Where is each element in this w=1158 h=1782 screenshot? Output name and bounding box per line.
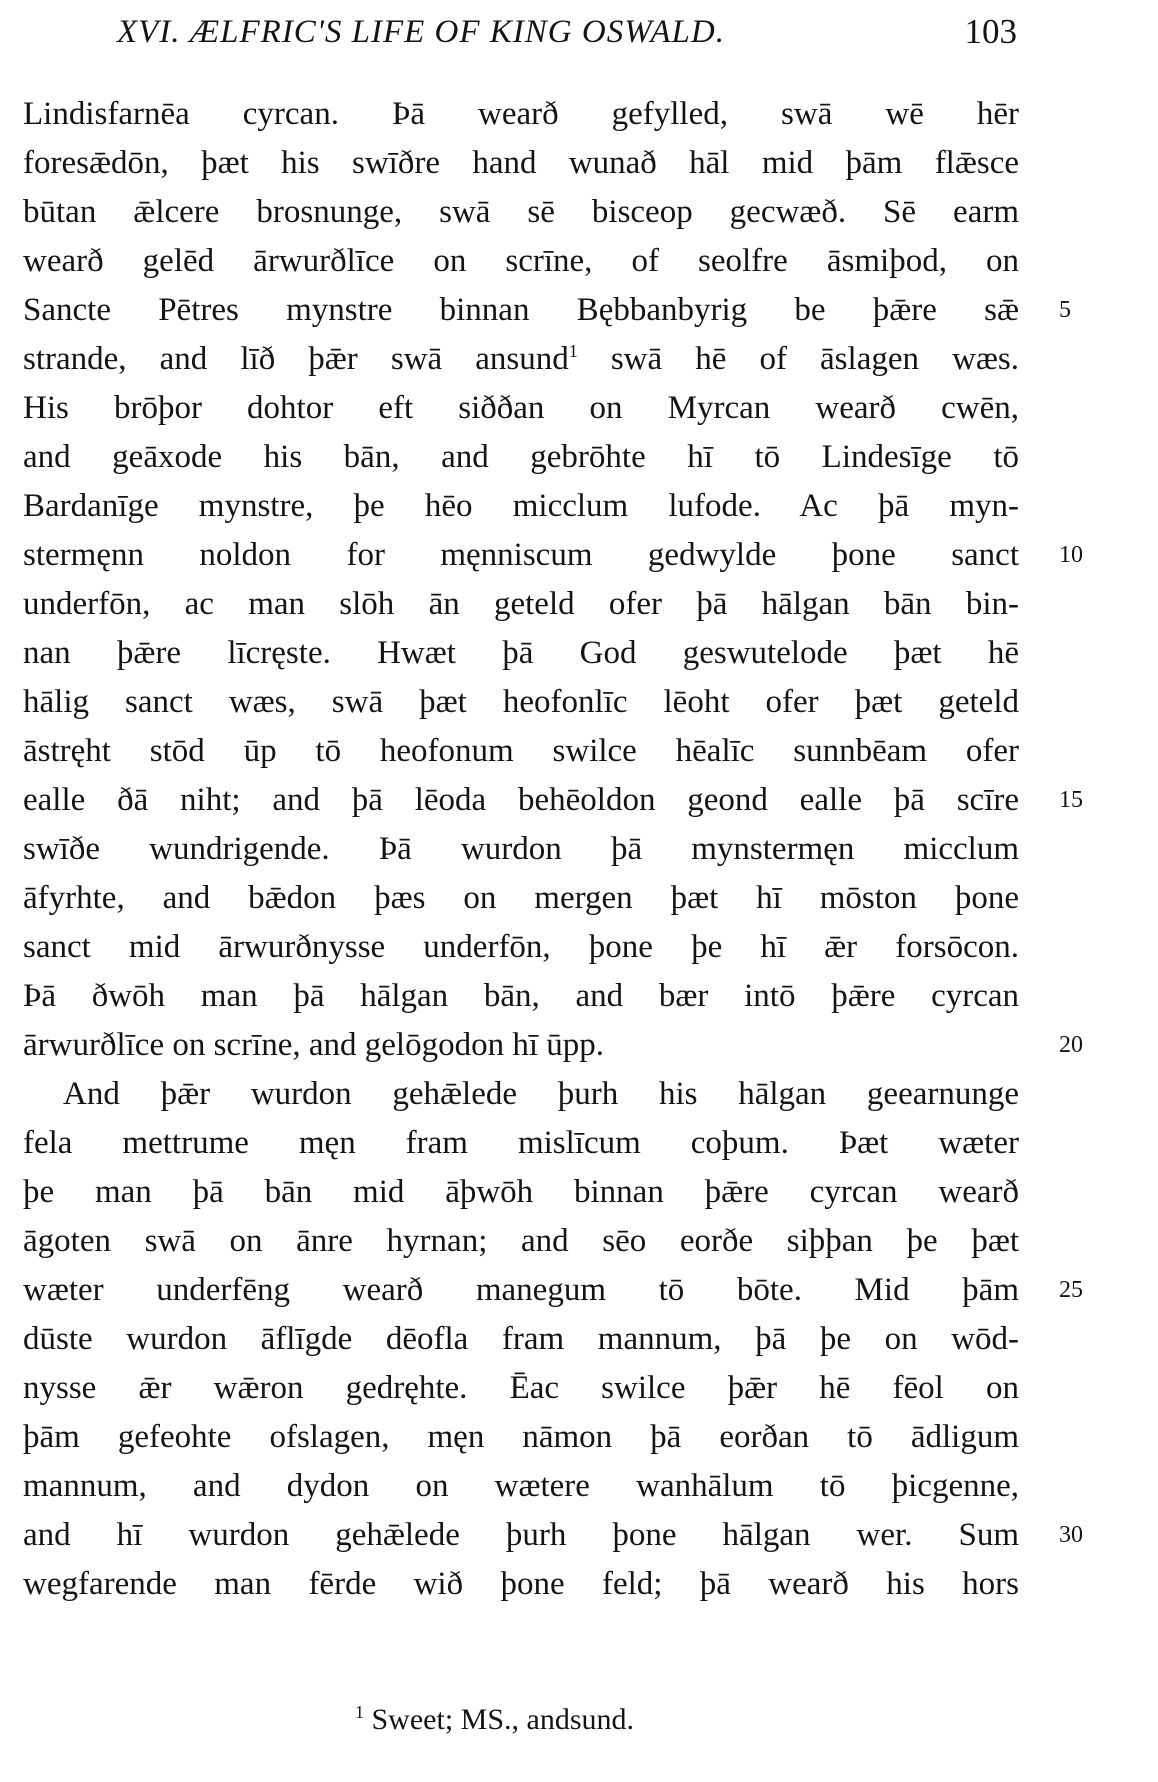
line-number: 5 [1059, 297, 1071, 323]
line-text: Sancte Pētres mynstre binnan Bębbanbyrig be þǣre sǣ [23, 292, 1019, 328]
text-line [23, 580, 1019, 629]
text-line [23, 1560, 1019, 1609]
line-text: underfōn, ac man slōh ān geteld ofer þā hālgan bān bin- [23, 586, 1019, 622]
text-line [23, 825, 1019, 874]
line-text: āfyrhte, and bǣdon þæs on mergen þæt hī mōston þone [23, 880, 1019, 916]
body-text [23, 90, 1083, 1609]
line-text: nan þǣre līcręste. Hwæt þā God geswutelode þæt hē [23, 635, 1019, 671]
line-text: foresǣdōn, þæt his swīðre hand wunað hāl mid þām flǣsce [23, 145, 1019, 181]
text-line [23, 1070, 1019, 1119]
line-text: þām gefeohte ofslagen, męn nāmon þā eorðan tō ādligum [23, 1419, 1019, 1455]
text-line [23, 1315, 1019, 1364]
line-text: swīðe wundrigende. Þā wurdon þā mynstermęn micclum [23, 831, 1019, 867]
line-text: ārwurðlīce on scrīne, and gelōgodon hī ūpp. [23, 1027, 605, 1063]
line-text: and geāxode his bān, and gebrōhte hī tō Lindesīge tō [23, 439, 1019, 475]
text-line [23, 874, 1019, 923]
text-line [23, 1168, 1019, 1217]
line-number: 25 [1059, 1277, 1083, 1303]
footnote-text: Sweet; MS., andsund. [371, 1703, 634, 1736]
line-text: His brōþor dohtor eft siððan on Myrcan wearð cwēn, [23, 390, 1019, 426]
line-text: būtan ǣlcere brosnunge, swā sē bisceop gecwæð. Sē earm [23, 194, 1019, 230]
line-number: 10 [1059, 542, 1083, 568]
line-text: āgoten swā on ānre hyrnan; and sēo eorðe siþþan þe þæt [23, 1223, 1019, 1259]
text-line [23, 1413, 1019, 1462]
line-text: mannum, and dydon on wætere wanhālum tō þicgenne, [23, 1468, 1019, 1504]
line-text: and hī wurdon gehǣlede þurh þone hālgan wer. Sum [23, 1517, 1019, 1553]
text-line [23, 1511, 1083, 1560]
line-text: ealle ðā niht; and þā lēoda behēoldon geond ealle þā scīre [23, 782, 1019, 818]
text-line [23, 1217, 1019, 1266]
text-line [23, 384, 1019, 433]
line-text: Bardanīge mynstre, þe hēo micclum lufode. Ac þā myn- [23, 488, 1019, 524]
line-number: 30 [1059, 1522, 1083, 1548]
text-line [23, 286, 1071, 335]
line-text: dūste wurdon āflīgde dēofla fram mannum, þā þe on wōd- [23, 1321, 1019, 1357]
line-text: āstręht stōd ūp tō heofonum swilce hēalīc sunnbēam ofer [23, 733, 1019, 769]
line-text-continued: swā hē of āslagen wæs. [577, 341, 1019, 377]
text-line [23, 1119, 1019, 1168]
text-line [23, 531, 1083, 580]
footnote-marker: 1 [355, 1702, 364, 1722]
text-line [23, 972, 1019, 1021]
text-line [23, 629, 1019, 678]
footnote [355, 1703, 634, 1737]
line-text: sanct mid ārwurðnysse underfōn, þone þe hī ǣr forsōcon. [23, 929, 1019, 965]
line-number: 20 [1059, 1032, 1083, 1058]
text-line [23, 1462, 1019, 1511]
text-line [23, 1266, 1083, 1315]
line-text: stermęnn noldon for męnniscum gedwylde þone sanct [23, 537, 1019, 573]
text-line [23, 90, 1019, 139]
line-text: wearð gelēd ārwurðlīce on scrīne, of seolfre āsmiþod, on [23, 243, 1019, 279]
text-line [23, 727, 1019, 776]
running-header [117, 8, 1017, 56]
line-text: fela mettrume męn fram mislīcum coþum. Þæt wæter [23, 1125, 1019, 1161]
page-number: 103 [964, 12, 1017, 51]
line-number: 15 [1059, 787, 1083, 813]
running-title: XVI. ÆLFRIC'S LIFE OF KING OSWALD. [117, 13, 725, 50]
text-line [23, 1364, 1019, 1413]
line-text: strande, and līð þǣr swā ansund [23, 341, 569, 377]
text-line [23, 188, 1019, 237]
text-line [23, 923, 1019, 972]
text-line [23, 482, 1019, 531]
line-text: Lindisfarnēa cyrcan. Þā wearð gefylled, swā wē hēr [23, 96, 1019, 132]
text-line [23, 433, 1019, 482]
text-line [23, 335, 1019, 384]
line-text: wegfarende man fērde wið þone feld; þā wearð his hors [23, 1566, 1019, 1602]
line-text: hālig sanct wæs, swā þæt heofonlīc lēoht ofer þæt geteld [23, 684, 1019, 720]
text-line [23, 139, 1019, 188]
footnote-reference: 1 [568, 341, 578, 361]
line-text: nysse ǣr wǣron gedręhte. Ēac swilce þǣr hē fēol on [23, 1370, 1019, 1406]
text-line [23, 237, 1019, 286]
text-line [23, 1021, 1083, 1070]
line-text: Þā ðwōh man þā hālgan bān, and bær intō þǣre cyrcan [23, 978, 1019, 1014]
line-text: þe man þā bān mid āþwōh binnan þǣre cyrcan wearð [23, 1174, 1019, 1210]
line-text: wæter underfēng wearð manegum tō bōte. Mid þām [23, 1272, 1019, 1308]
text-line [23, 776, 1083, 825]
line-text: And þǣr wurdon gehǣlede þurh his hālgan geearnunge [63, 1076, 1019, 1112]
text-line [23, 678, 1019, 727]
